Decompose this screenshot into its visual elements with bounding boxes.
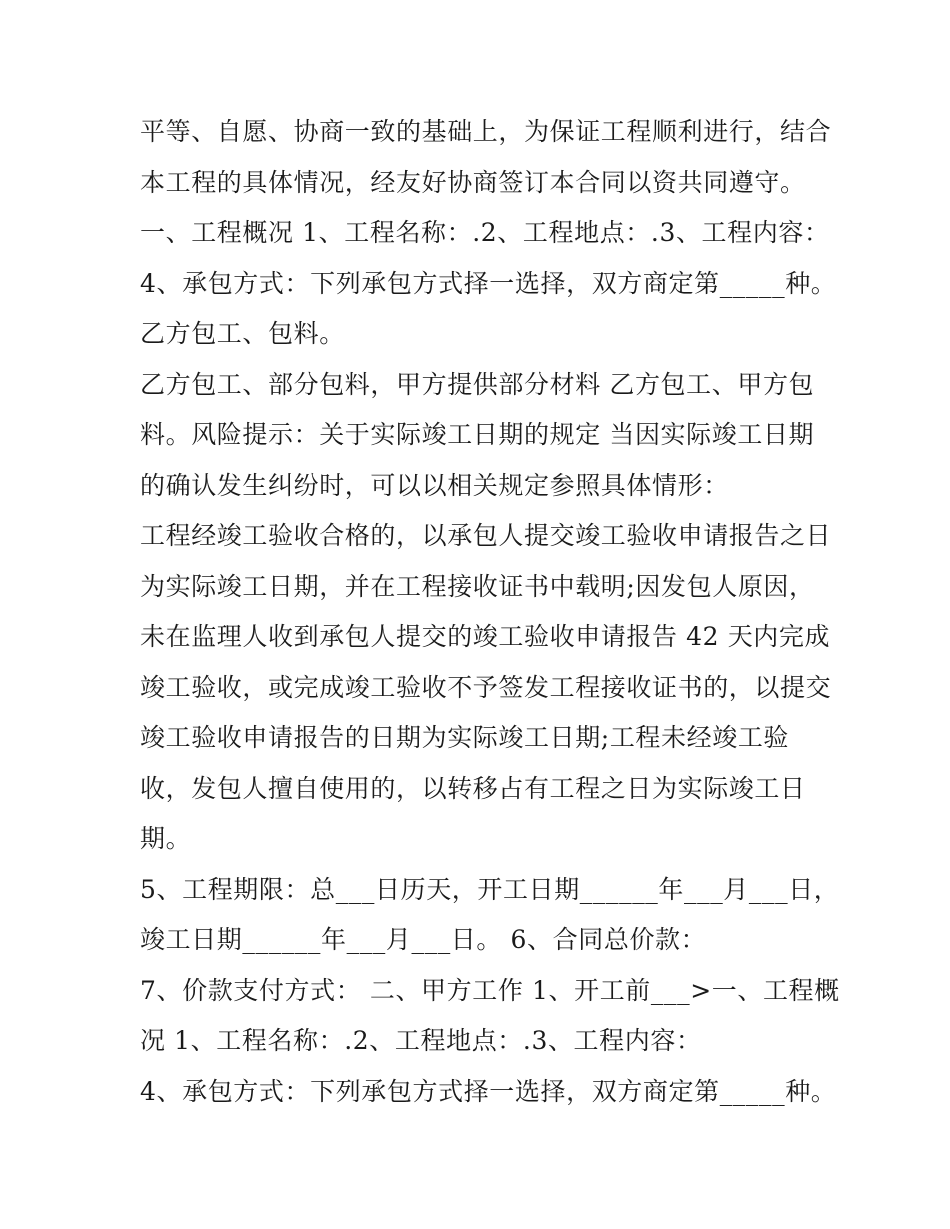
text-line-11: 未在监理人收到承包人提交的竣工验收申请报告 42 天内完成 <box>140 622 831 651</box>
text-line-7: 料。风险提示：关于实际竣工日期的规定 当因实际竣工日期 <box>140 420 815 449</box>
text-line-2: 本工程的具体情况，经友好协商签订本合同以资共同遵守。 <box>140 167 806 197</box>
text-line-15: 期。 <box>140 824 192 853</box>
text-line-3: 一、工程概况 1、工程名称：.2、工程地点：.3、工程内容： <box>140 218 830 247</box>
contract-text-body <box>140 107 840 1117</box>
text-line-19: 况 1、工程名称：.2、工程地点：.3、工程内容： <box>140 1026 702 1055</box>
text-line-20: 4、承包方式：下列承包方式择一选择，双方商定第_____种。 <box>140 1076 837 1106</box>
text-line-14: 收，发包人擅自使用的，以转移占有工程之日为实际竣工日 <box>140 773 806 803</box>
text-line-16: 5、工程期限：总___日历天，开工日期______年___月___日， <box>140 874 840 904</box>
text-line-18: 7、价款支付方式： 二、甲方工作 1、开工前___>一、工程概 <box>140 975 840 1005</box>
text-line-5: 乙方包工、包料。 <box>140 319 345 348</box>
text-line-12: 竣工验收，或完成竣工验收不予签发工程接收证书的，以提交 <box>140 672 832 702</box>
text-line-4: 4、承包方式：下列承包方式择一选择，双方商定第_____种。 <box>140 268 837 298</box>
text-line-17: 竣工日期______年___月___日。 6、合同总价款： <box>140 925 707 954</box>
text-line-1: 平等、自愿、协商一致的基础上，为保证工程顺利进行，结合 <box>140 117 832 146</box>
text-line-10: 为实际竣工日期，并在工程接收证书中载明;因发包人原因， <box>140 571 815 601</box>
text-line-13: 竣工验收申请报告的日期为实际竣工日期;工程未经竣工验 <box>140 723 790 752</box>
text-line-9: 工程经竣工验收合格的，以承包人提交竣工验收申请报告之日 <box>140 521 832 550</box>
text-line-6: 乙方包工、部分包料，甲方提供部分材料 乙方包工、甲方包 <box>140 369 815 399</box>
text-line-8: 的确认发生纠纷时，可以以相关规定参照具体情形： <box>140 470 729 500</box>
